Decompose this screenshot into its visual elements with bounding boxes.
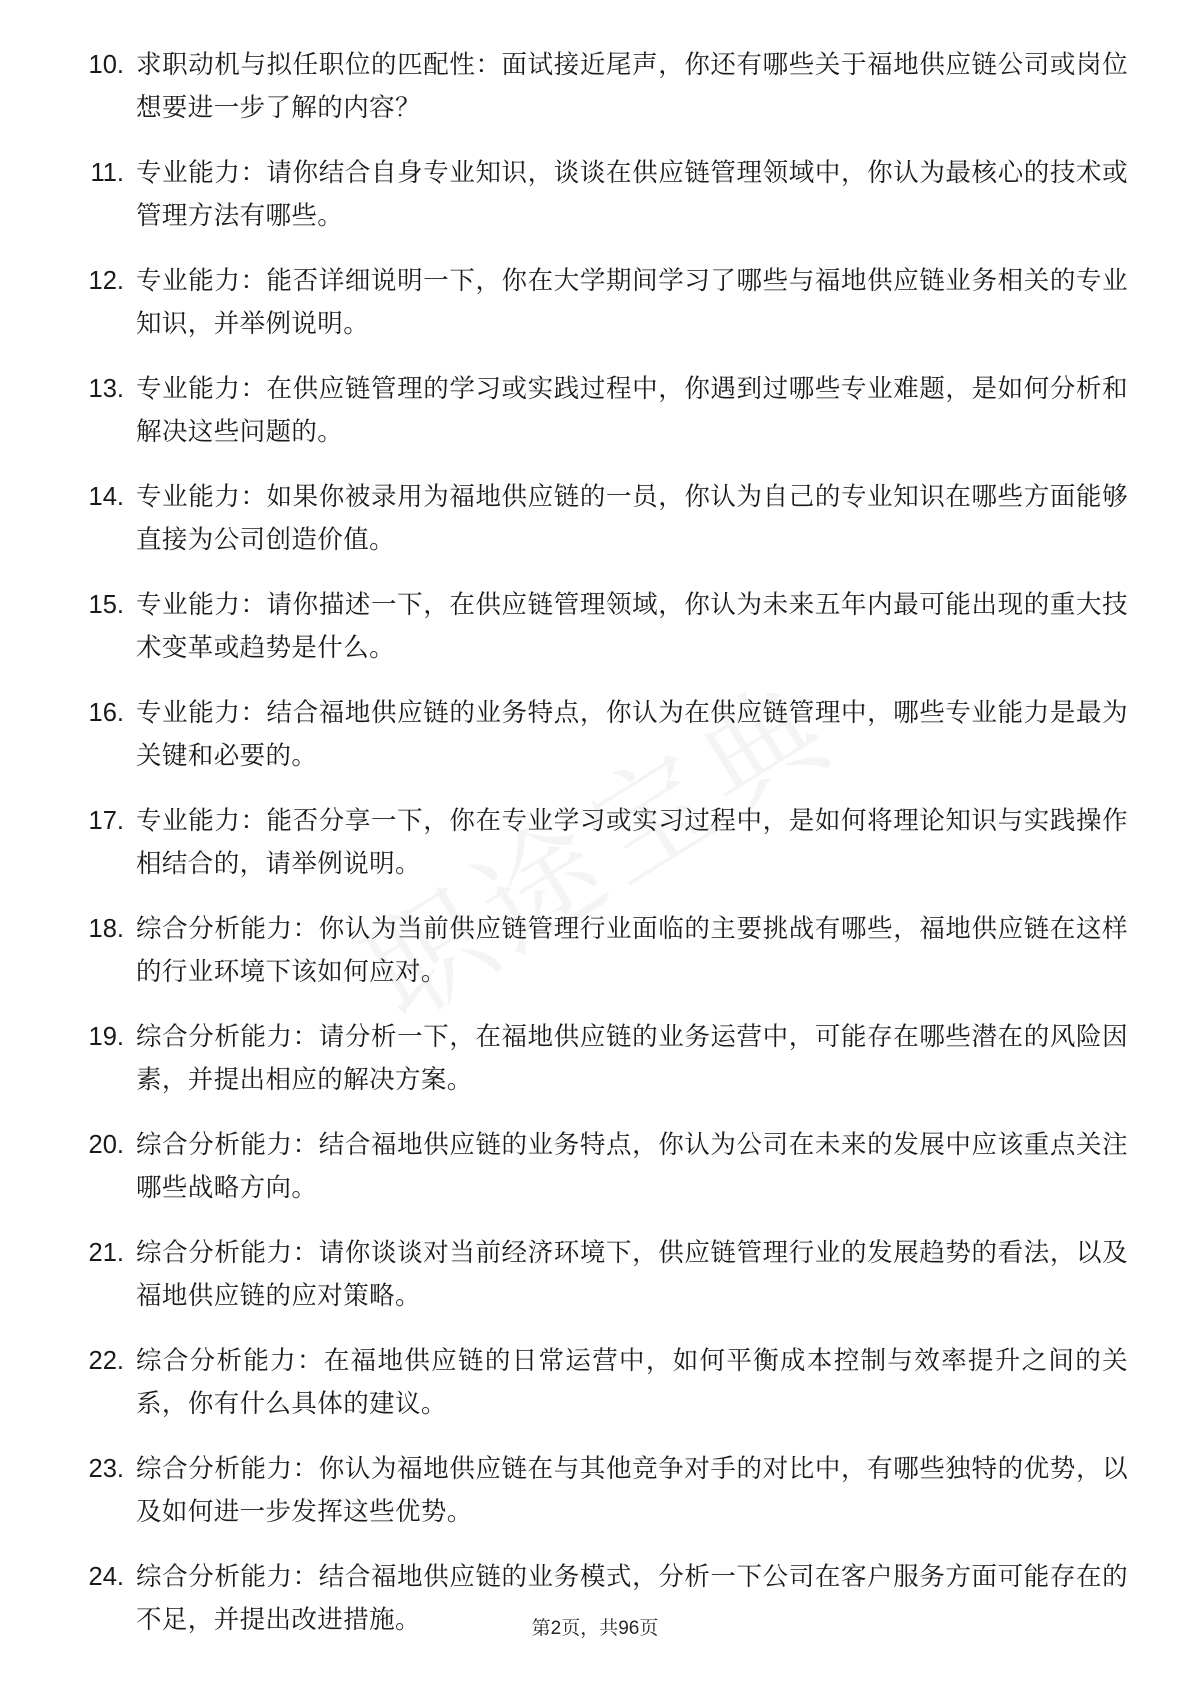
question-text: 综合分析能力：结合福地供应链的业务模式，分析一下公司在客户服务方面可能存在的不足，并提出改进措施。 <box>136 1563 1128 1634</box>
question-text: 综合分析能力：你认为当前供应链管理行业面临的主要挑战有哪些，福地供应链在这样的行业环境下该如何应对。 <box>136 915 1128 986</box>
question-number: 16. <box>88 699 124 727</box>
list-item <box>62 476 1128 562</box>
list-item <box>62 1340 1128 1426</box>
question-number: 17. <box>88 807 124 835</box>
question-number: 20. <box>88 1131 124 1159</box>
list-item <box>62 1232 1128 1318</box>
question-number: 22. <box>88 1347 124 1375</box>
question-number: 14. <box>88 483 124 511</box>
list-item <box>62 692 1128 778</box>
question-number: 13. <box>88 375 124 403</box>
question-text: 专业能力：结合福地供应链的业务特点，你认为在供应链管理中，哪些专业能力是最为关键和必要的。 <box>136 699 1128 770</box>
question-text: 专业能力：如果你被录用为福地供应链的一员，你认为自己的专业知识在哪些方面能够直接为公司创造价值。 <box>136 483 1128 554</box>
question-list <box>62 44 1128 1642</box>
question-number: 12. <box>88 267 124 295</box>
list-item <box>62 584 1128 670</box>
list-item <box>62 1016 1128 1102</box>
list-item <box>62 800 1128 886</box>
question-text: 专业能力：在供应链管理的学习或实践过程中，你遇到过哪些专业难题，是如何分析和解决这些问题的。 <box>136 375 1128 446</box>
question-text: 综合分析能力：请分析一下，在福地供应链的业务运营中，可能存在哪些潜在的风险因素，并提出相应的解决方案。 <box>136 1023 1128 1094</box>
list-item <box>62 152 1128 238</box>
list-item <box>62 908 1128 994</box>
list-item <box>62 260 1128 346</box>
question-text: 专业能力：能否分享一下，你在专业学习或实习过程中，是如何将理论知识与实践操作相结合的，请举例说明。 <box>136 807 1128 878</box>
question-text: 综合分析能力：在福地供应链的日常运营中，如何平衡成本控制与效率提升之间的关系，你有什么具体的建议。 <box>136 1347 1128 1418</box>
question-number: 11. <box>90 159 124 187</box>
question-text: 综合分析能力：结合福地供应链的业务特点，你认为公司在未来的发展中应该重点关注哪些战略方向。 <box>136 1131 1128 1202</box>
question-number: 24. <box>88 1563 124 1591</box>
question-number: 15. <box>88 591 124 619</box>
question-text: 专业能力：请你结合自身专业知识，谈谈在供应链管理领域中，你认为最核心的技术或管理方法有哪些。 <box>136 159 1128 230</box>
question-number: 19. <box>88 1023 124 1051</box>
question-number: 23. <box>88 1455 124 1483</box>
question-text: 专业能力：请你描述一下，在供应链管理领域，你认为未来五年内最可能出现的重大技术变革或趋势是什么。 <box>136 591 1128 662</box>
question-text: 专业能力：能否详细说明一下，你在大学期间学习了哪些与福地供应链业务相关的专业知识，并举例说明。 <box>136 267 1128 338</box>
list-item <box>62 1124 1128 1210</box>
question-number: 10. <box>88 51 124 79</box>
page-footer: 第2页，共96页 <box>531 1618 659 1639</box>
question-text: 综合分析能力：请你谈谈对当前经济环境下，供应链管理行业的发展趋势的看法，以及福地供应链的应对策略。 <box>136 1239 1128 1310</box>
question-text: 综合分析能力：你认为福地供应链在与其他竞争对手的对比中，有哪些独特的优势，以及如何进一步发挥这些优势。 <box>136 1455 1128 1526</box>
question-number: 18. <box>88 915 124 943</box>
list-item <box>62 44 1128 130</box>
list-item <box>62 1448 1128 1534</box>
question-number: 21. <box>88 1239 124 1267</box>
question-text: 求职动机与拟任职位的匹配性：面试接近尾声，你还有哪些关于福地供应链公司或岗位想要进一步了解的内容？ <box>136 51 1128 122</box>
list-item <box>62 368 1128 454</box>
